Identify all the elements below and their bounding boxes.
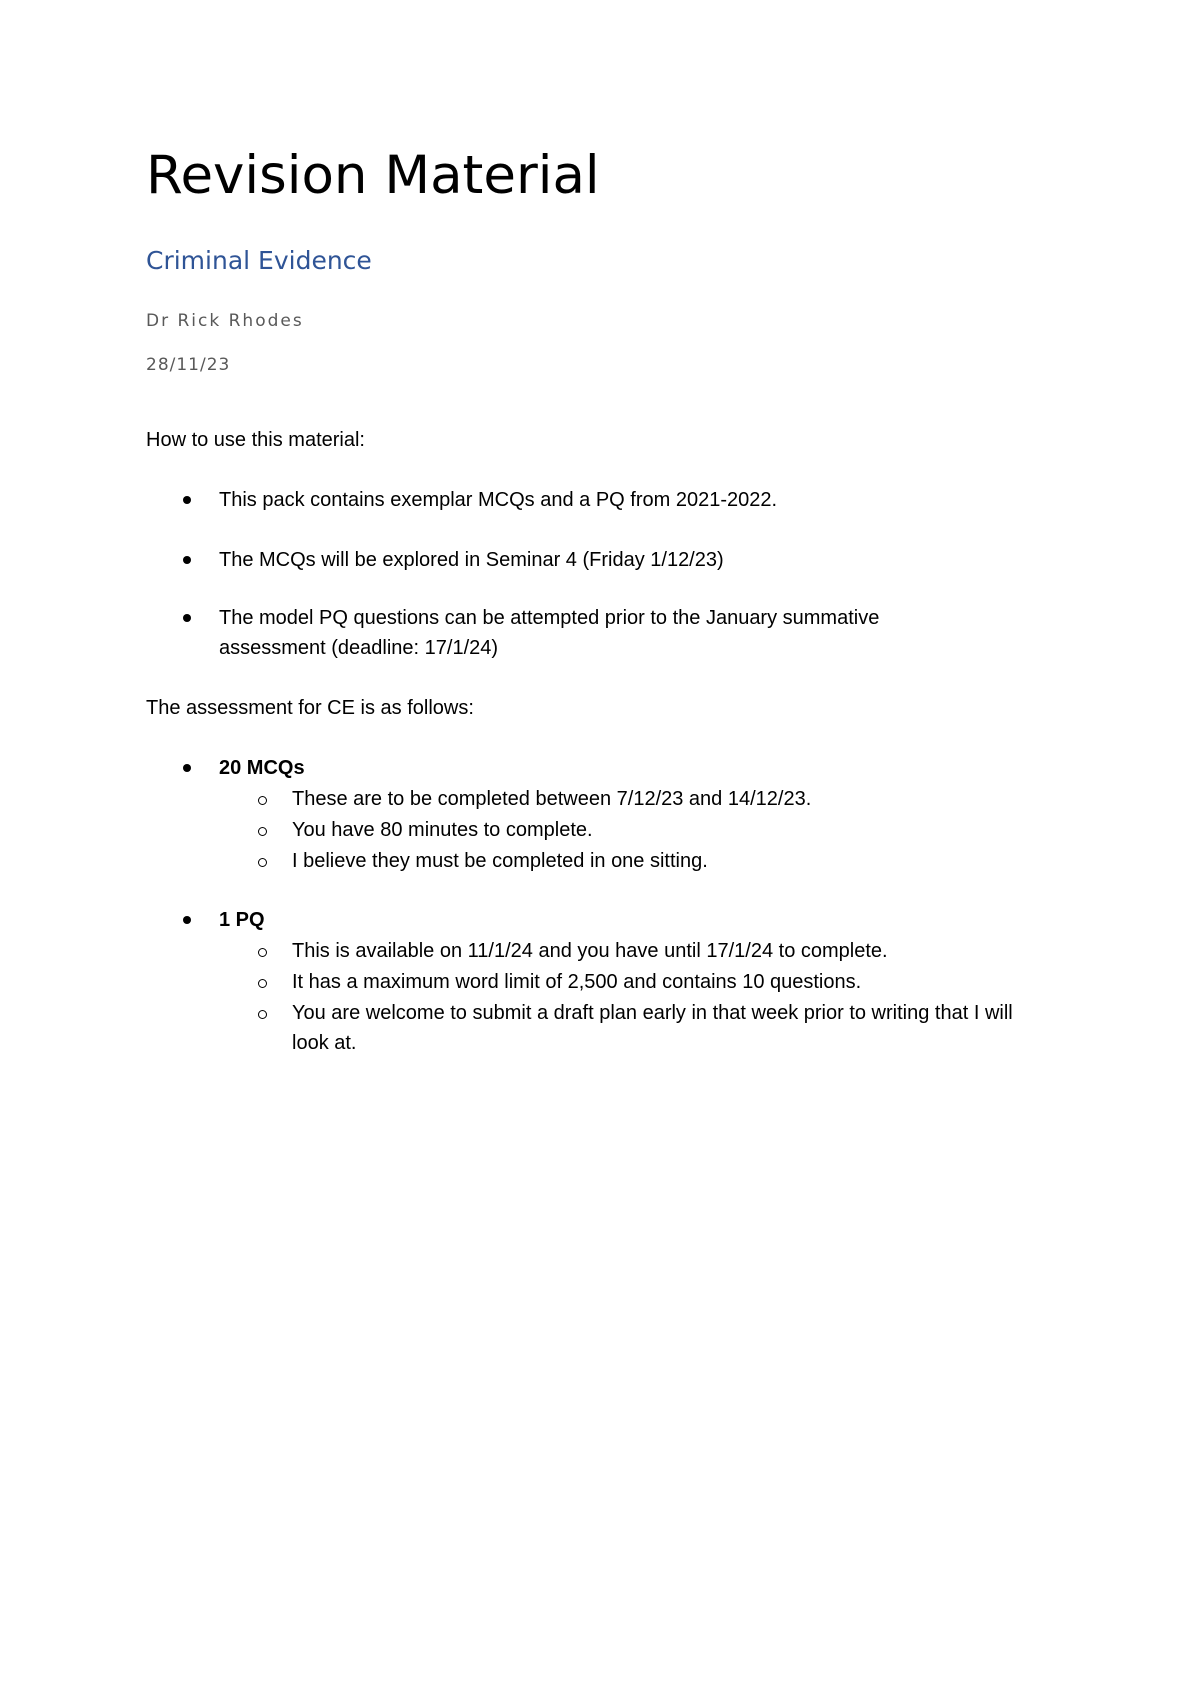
bullet-icon (183, 764, 191, 772)
pq-subitem-1: This is available on 11/1/24 and you have until 17/1/24 to complete. (292, 940, 888, 962)
intro-bullet-1: This pack contains exemplar MCQs and a PQ from 2021-2022. (219, 489, 778, 511)
pq-subitem-2: It has a maximum word limit of 2,500 and contains 10 questions. (292, 971, 862, 993)
document-date: 28/11/23 (146, 355, 231, 375)
bullet-icon (183, 556, 191, 564)
sub-bullet-icon (258, 796, 267, 805)
bullet-icon (183, 614, 191, 622)
sub-bullet-icon (258, 979, 267, 988)
sub-bullet-icon (258, 827, 267, 836)
document-title: Revision Material (146, 145, 600, 206)
author-name: Dr Rick Rhodes (146, 311, 304, 331)
mcq-subitem-3: I believe they must be completed in one sitting. (292, 850, 708, 872)
assessment-item-pq: 1 PQ (219, 909, 265, 931)
intro-heading: How to use this material: (146, 429, 365, 451)
intro-bullet-2: The MCQs will be explored in Seminar 4 (Friday 1/12/23) (219, 549, 724, 571)
pq-subitem-3: You are welcome to submit a draft plan early in that week prior to writing that I will look at. (292, 1002, 1013, 1054)
mcq-subitem-2: You have 80 minutes to complete. (292, 819, 593, 841)
sub-bullet-icon (258, 948, 267, 957)
bullet-icon (183, 496, 191, 504)
intro-bullet-3: The model PQ questions can be attempted prior to the January summative assessment (deadline: 17/1/24) (219, 607, 880, 659)
assessment-heading: The assessment for CE is as follows: (146, 697, 474, 719)
mcq-subitem-1: These are to be completed between 7/12/23 and 14/12/23. (292, 788, 812, 810)
assessment-item-mcqs: 20 MCQs (219, 757, 305, 779)
sub-bullet-icon (258, 858, 267, 867)
document-subtitle: Criminal Evidence (146, 246, 372, 275)
bullet-icon (183, 916, 191, 924)
sub-bullet-icon (258, 1010, 267, 1019)
